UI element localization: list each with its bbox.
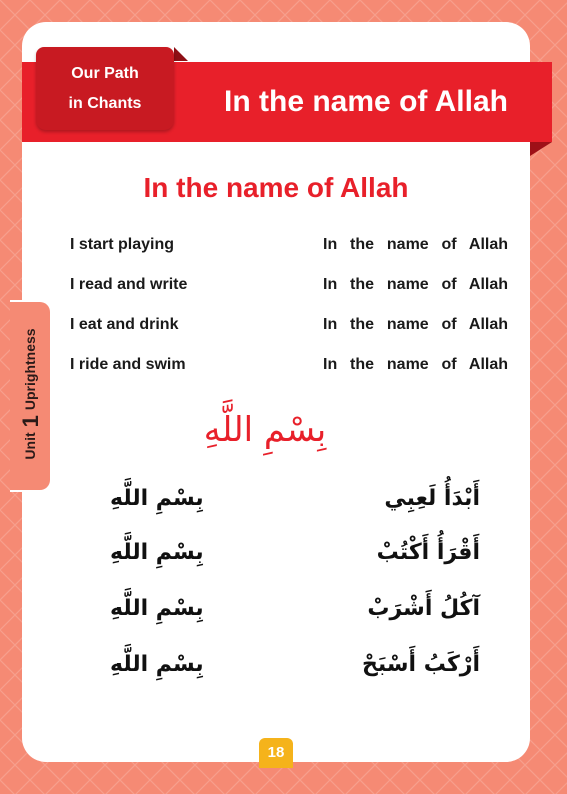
unit-name: Uprightness — [22, 328, 38, 411]
banner-fold — [530, 142, 552, 156]
arabic-line-right: أَبْدَأُ لَعِبِي — [384, 486, 480, 511]
arabic-title: بِسْمِ اللَّهِ — [203, 410, 327, 450]
arabic-line-right: أَقْرَأُ أَكْتُبْ — [376, 540, 480, 565]
page-number: 18 — [259, 738, 293, 768]
chant-line-left: I eat and drink — [70, 316, 179, 333]
tab-fold — [174, 47, 188, 61]
chant-line — [70, 356, 508, 380]
unit-word: Unit — [22, 432, 38, 460]
unit-label — [18, 328, 44, 459]
header-title: In the name of Allah — [224, 85, 508, 118]
section-tab-line2: in Chants — [68, 95, 142, 112]
arabic-line-left: بِسْمِ اللَّهِ — [110, 652, 204, 677]
chant-title: In the name of Allah — [143, 172, 409, 203]
chant-line-left: I ride and swim — [70, 356, 186, 373]
arabic-line — [110, 486, 480, 522]
chant-line-right: In the name of Allah — [323, 356, 508, 373]
arabic-line-left: بِسْمِ اللَّهِ — [110, 540, 204, 565]
chant-line-right: In the name of Allah — [323, 316, 508, 333]
chant-line — [70, 316, 508, 340]
chant-line-right: In the name of Allah — [323, 276, 508, 293]
arabic-line — [110, 596, 480, 632]
chant-line — [70, 236, 508, 260]
arabic-line-left: بِسْمِ اللَّهِ — [110, 596, 204, 621]
arabic-line-right: أَرْكَبُ أَسْبَحْ — [362, 652, 480, 677]
chant-line-left: I read and write — [70, 276, 188, 293]
arabic-line-right: آكُلُ أَشْرَبْ — [367, 596, 480, 621]
section-tab-line1: Our Path — [71, 65, 139, 82]
chant-line — [70, 276, 508, 300]
chant-line-right: In the name of Allah — [323, 236, 508, 253]
arabic-line — [110, 652, 480, 688]
section-tab — [36, 47, 174, 130]
arabic-line-left: بِسْمِ اللَّهِ — [110, 486, 204, 511]
unit-number: 1 — [18, 415, 43, 428]
arabic-line — [110, 540, 480, 576]
chant-line-left: I start playing — [70, 236, 175, 253]
